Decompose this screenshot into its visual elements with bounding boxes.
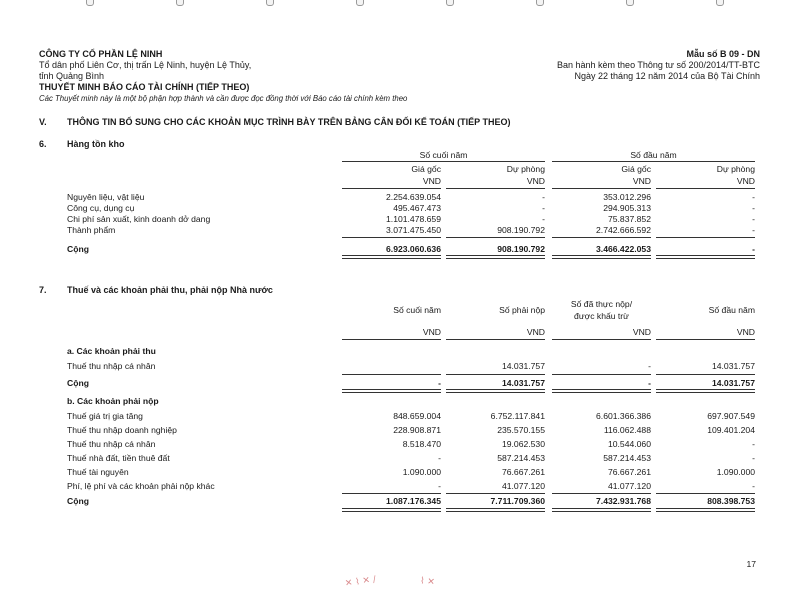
end-provision-value: - — [542, 214, 545, 224]
inventory-col-provision: Dự phòng — [506, 164, 545, 174]
begin-value: 14.031.757 — [711, 361, 755, 371]
begin-cost-value: 294.905.313 — [603, 203, 651, 213]
double-rule — [342, 389, 441, 393]
payable-value: 76.667.261 — [501, 467, 545, 477]
row-label: Nguyên liệu, vật liệu — [67, 192, 145, 202]
end-value: 1.090.000 — [402, 467, 441, 477]
row-label: Thuế tài nguyên — [67, 467, 129, 477]
begin-cost-value: 75.837.852 — [607, 214, 651, 224]
row-label: Công cụ, dụng cụ — [67, 203, 135, 213]
rule — [656, 374, 755, 375]
binder-ring — [626, 0, 634, 6]
inventory-title: Hàng tồn kho — [67, 139, 125, 149]
paid-value: 76.667.261 — [607, 467, 651, 477]
rule — [342, 237, 441, 238]
rule — [552, 237, 651, 238]
binder-ring — [176, 0, 184, 6]
taxes-col-payable: Số phải nộp — [499, 305, 545, 315]
double-rule — [446, 508, 545, 512]
rule — [552, 161, 755, 162]
payable-value: 235.570.155 — [497, 425, 545, 435]
begin-value: 109.401.204 — [707, 425, 755, 435]
paid-total: - — [648, 378, 651, 388]
taxes-unit: VND — [526, 327, 545, 337]
payable-value: 6.752.117.841 — [490, 411, 545, 421]
taxes-col-begin: Số đầu năm — [708, 305, 755, 315]
receivable-section-title: a. Các khoản phải thu — [67, 346, 156, 356]
company-address-line1: Tổ dân phố Liên Cơ, thị trấn Lệ Ninh, huyện Lệ Thủy, — [39, 60, 252, 70]
double-rule — [552, 255, 651, 259]
begin-cost-value: 2.742.666.592 — [596, 225, 651, 235]
double-rule — [552, 389, 651, 393]
row-label: Thuế nhà đất, tiền thuê đất — [67, 453, 170, 463]
end-total: 1.087.176.345 — [386, 496, 441, 506]
end-value: 228.908.871 — [393, 425, 441, 435]
begin-cost-value: 353.012.296 — [603, 192, 651, 202]
rule — [342, 188, 441, 189]
row-label: Thành phẩm — [67, 225, 116, 235]
begin-provision-value: - — [752, 192, 755, 202]
end-provision-value: - — [542, 192, 545, 202]
begin-provision-value: - — [752, 214, 755, 224]
binder-ring — [356, 0, 364, 6]
page-number: 17 — [746, 559, 756, 569]
begin-provision-value: - — [752, 203, 755, 213]
rule — [446, 493, 545, 494]
rule — [656, 493, 755, 494]
taxes-col-end: Số cuối năm — [393, 305, 441, 315]
row-label: Thuế thu nhập cá nhân — [67, 439, 156, 449]
form-code: Mẫu số B 09 - DN — [686, 49, 760, 59]
double-rule — [552, 508, 651, 512]
row-label: Thuế thu nhập doanh nghiệp — [67, 425, 177, 435]
paid-value: 41.077.120 — [607, 481, 651, 491]
binder-ring — [536, 0, 544, 6]
taxes-number: 7. — [39, 285, 47, 295]
rule — [656, 339, 755, 340]
section-title: THÔNG TIN BỔ SUNG CHO CÁC KHOẢN MỤC TRÌNH BÀY TRÊN BẢNG CÂN ĐỐI KẾ TOÁN (TIẾP THEO) — [67, 117, 511, 127]
form-issued-line2: Ngày 22 tháng 12 năm 2014 của Bộ Tài Chính — [574, 71, 760, 81]
end-value: - — [438, 453, 441, 463]
end-cost-value: 2.254.639.054 — [386, 192, 441, 202]
begin-provision-total: - — [752, 244, 755, 254]
rule — [446, 237, 545, 238]
binder-ring — [86, 0, 94, 6]
taxes-unit: VND — [632, 327, 651, 337]
rule — [446, 339, 545, 340]
paid-total: 7.432.931.768 — [596, 496, 651, 506]
taxes-unit: VND — [736, 327, 755, 337]
rule — [446, 374, 545, 375]
inventory-col-provision: Dự phòng — [716, 164, 755, 174]
rule — [552, 493, 651, 494]
company-address-line2: tỉnh Quảng Bình — [39, 71, 105, 81]
begin-provision-value: - — [752, 225, 755, 235]
taxes-title: Thuế và các khoản phải thu, phải nộp Nhà nước — [67, 285, 273, 295]
rule — [342, 161, 545, 162]
end-provision-value: - — [542, 203, 545, 213]
taxes-col-paid-line1: Số đã thực nộp/ — [570, 299, 633, 309]
end-cost-value: 3.071.475.450 — [386, 225, 441, 235]
end-value: 8.518.470 — [402, 439, 441, 449]
report-title: THUYẾT MINH BÁO CÁO TÀI CHÍNH (TIẾP THEO) — [39, 82, 250, 92]
inventory-group-end: Số cuối năm — [419, 150, 468, 160]
payable-total: 7.711.709.360 — [490, 496, 545, 506]
row-label: Thuế thu nhập cá nhân — [67, 361, 156, 371]
begin-total: 14.031.757 — [711, 378, 755, 388]
payable-value: 19.062.530 — [501, 439, 545, 449]
report-subtitle: Các Thuyết minh này là một bộ phận hợp thành và cần được đọc đồng thời với Báo cáo tài chính kèm theo — [39, 94, 408, 103]
end-cost-total: 6.923.060.636 — [386, 244, 441, 254]
rule — [342, 374, 441, 375]
company-name: CÔNG TY CỔ PHẦN LỆ NINH — [39, 49, 163, 59]
begin-value: - — [752, 453, 755, 463]
row-label: Thuế giá trị gia tăng — [67, 411, 143, 421]
end-cost-value: 495.467.473 — [393, 203, 441, 213]
inventory-col-cost: Giá gốc — [621, 164, 651, 174]
paid-value: 10.544.060 — [607, 439, 651, 449]
total-label: Cộng — [67, 244, 89, 254]
payable-section-title: b. Các khoản phải nộp — [67, 396, 159, 406]
taxes-unit: VND — [422, 327, 441, 337]
inventory-col-cost: Giá gốc — [411, 164, 441, 174]
end-value: - — [438, 481, 441, 491]
row-label: Chi phí sản xuất, kinh doanh dở dang — [67, 214, 211, 224]
paid-value: - — [648, 361, 651, 371]
inventory-group-begin: Số đầu năm — [630, 150, 677, 160]
total-label: Cộng — [67, 496, 89, 506]
paid-value: 6.601.366.386 — [596, 411, 651, 421]
double-rule — [656, 255, 755, 259]
begin-value: 697.907.549 — [707, 411, 755, 421]
rule — [446, 188, 545, 189]
begin-value: - — [752, 439, 755, 449]
binder-ring — [266, 0, 274, 6]
section-number: V. — [39, 117, 47, 127]
end-provision-total: 908.190.792 — [497, 244, 545, 254]
paid-value: 587.214.453 — [603, 453, 651, 463]
double-rule — [656, 389, 755, 393]
begin-cost-total: 3.466.422.053 — [596, 244, 651, 254]
double-rule — [342, 508, 441, 512]
end-value: 848.659.004 — [393, 411, 441, 421]
end-provision-value: 908.190.792 — [497, 225, 545, 235]
rule — [656, 188, 755, 189]
binder-ring — [446, 0, 454, 6]
inventory-unit: VND — [736, 176, 755, 186]
rule — [552, 374, 651, 375]
payable-value: 587.214.453 — [497, 453, 545, 463]
double-rule — [446, 255, 545, 259]
inventory-unit: VND — [526, 176, 545, 186]
inventory-unit: VND — [422, 176, 441, 186]
payable-total: 14.031.757 — [501, 378, 545, 388]
begin-total: 808.398.753 — [707, 496, 755, 506]
begin-value: - — [752, 481, 755, 491]
double-rule — [446, 389, 545, 393]
inventory-number: 6. — [39, 139, 47, 149]
payable-value: 41.077.120 — [501, 481, 545, 491]
rule — [552, 339, 651, 340]
rule — [656, 237, 755, 238]
binder-ring — [716, 0, 724, 6]
begin-value: 1.090.000 — [716, 467, 755, 477]
form-issued-line1: Ban hành kèm theo Thông tư số 200/2014/TT-BTC — [557, 60, 760, 70]
inventory-unit: VND — [632, 176, 651, 186]
rule — [342, 339, 441, 340]
paid-value: 116.062.488 — [603, 425, 651, 435]
row-label: Phí, lệ phí và các khoản phải nộp khác — [67, 481, 215, 491]
double-rule — [342, 255, 441, 259]
rule — [342, 493, 441, 494]
payable-value: 14.031.757 — [501, 361, 545, 371]
taxes-col-paid-line2: được khấu trừ — [574, 311, 629, 321]
end-cost-value: 1.101.478.659 — [386, 214, 441, 224]
double-rule — [656, 508, 755, 512]
end-total: - — [438, 378, 441, 388]
rule — [552, 188, 651, 189]
total-label: Cộng — [67, 378, 89, 388]
